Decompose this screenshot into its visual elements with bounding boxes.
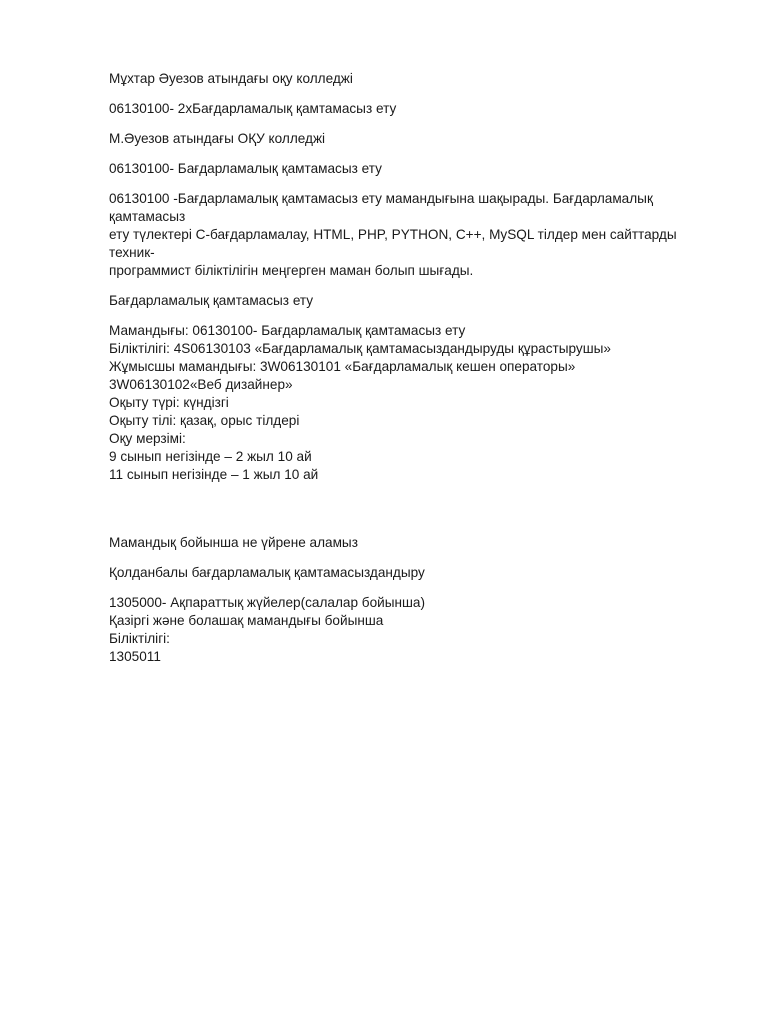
description-line: ету түлектері С-бағдарламалау, HTML, PHP, PYTHON, C++, MySQL тілдер мен сайттарды техник- xyxy=(109,227,677,260)
info-systems-block xyxy=(109,594,689,666)
detail-line: Біліктілігі: 4S06130103 «Бағдарламалық қамтамасыздандыруды құрастырушы» xyxy=(109,341,611,356)
description-line: 06130100 -Бағдарламалық қамтамасыз ету мамандығына шақырады. Бағдарламалық қамтамасыз xyxy=(109,191,653,224)
detail-line: Жұмысшы мамандығы: 3W06130101 «Бағдарламалық кешен операторы» xyxy=(109,359,576,374)
college-short-name: М.Әуезов атындағы ОҚУ колледжі xyxy=(109,131,326,146)
detail-line: Оқыту түрі: күндізгі xyxy=(109,395,229,410)
specialty-code-line-2: 06130100- Бағдарламалық қамтамасыз ету xyxy=(109,161,382,176)
specialty-code-line: 06130100- 2хБағдарламалық қамтамасыз ету xyxy=(109,101,397,116)
blank-space xyxy=(109,496,689,534)
description-line: программист біліктілігін меңгерген маман болып шығады. xyxy=(109,263,474,278)
specialty-details xyxy=(109,322,689,484)
section-title-applied: Қолданбалы бағдарламалық қамтамасыздандыру xyxy=(109,565,425,580)
detail-line: Мамандығы: 06130100- Бағдарламалық қамтамасыз ету xyxy=(109,323,466,338)
section-title-learn: Мамандық бойынша не үйрене аламыз xyxy=(109,535,358,550)
info-line: 1305000- Ақпараттық жүйелер(салалар бойынша) xyxy=(109,595,425,610)
info-line: Біліктілігі: xyxy=(109,631,170,646)
info-line: 1305011 xyxy=(109,649,161,664)
detail-line: 9 сынып негізінде – 2 жыл 10 ай xyxy=(109,449,312,464)
college-name-heading: Мұхтар Әуезов атындағы оқу колледжі xyxy=(109,71,353,86)
detail-line: 11 сынып негізінде – 1 жыл 10 ай xyxy=(109,467,319,482)
document-page xyxy=(109,70,689,678)
section-title-software: Бағдарламалық қамтамасыз ету xyxy=(109,293,314,308)
detail-line: Оқу мерзімі: xyxy=(109,431,186,446)
detail-line: Оқыту тілі: қазақ, орыс тілдері xyxy=(109,413,300,428)
detail-line: 3W06130102«Веб дизайнер» xyxy=(109,377,293,392)
specialty-description xyxy=(109,190,689,280)
info-line: Қазіргі және болашақ мамандығы бойынша xyxy=(109,613,384,628)
